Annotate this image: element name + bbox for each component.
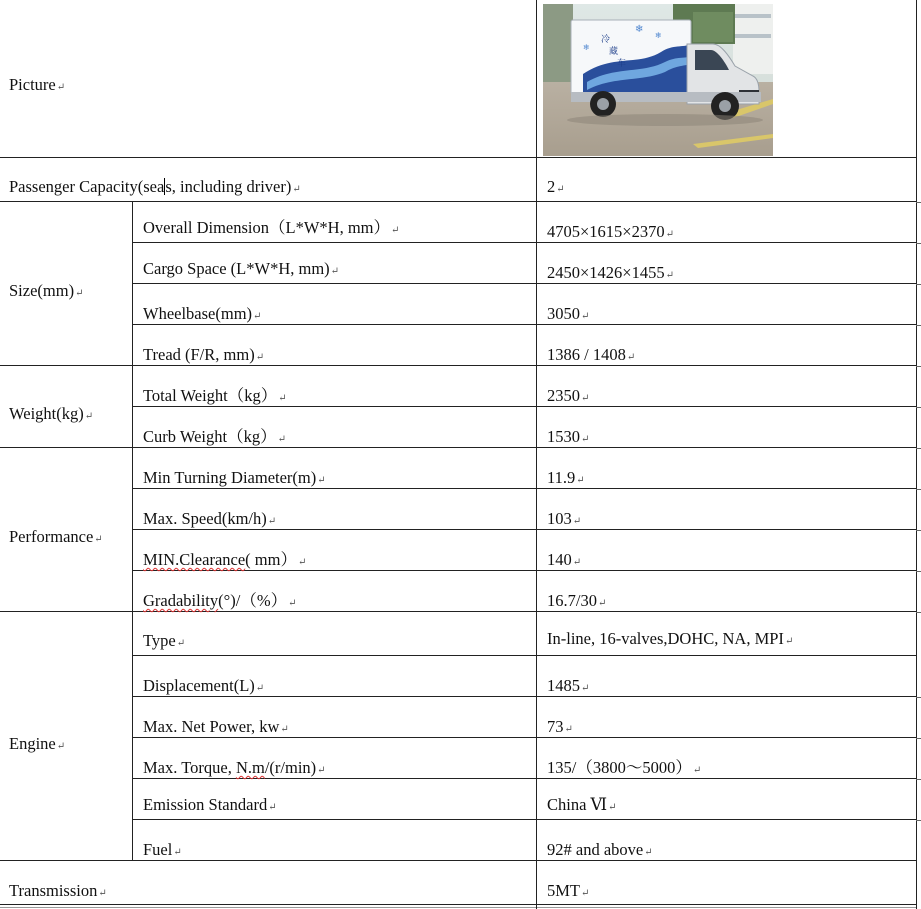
- svg-text:❄: ❄: [583, 43, 590, 52]
- spec-label: Total Weight（kg）↵: [143, 386, 287, 405]
- group-label-weight: Weight(kg)↵: [9, 404, 94, 423]
- spec-label: Type↵: [143, 631, 186, 650]
- column-divider: [132, 365, 133, 447]
- spec-label: Max. Torque, N.m/(r/min)↵: [143, 758, 326, 777]
- spec-label: Wheelbase(mm)↵: [143, 304, 262, 323]
- row-divider: [132, 242, 916, 243]
- group-label-size: Size(mm)↵: [9, 281, 84, 300]
- group-label-engine: Engine↵: [9, 734, 66, 753]
- vehicle-photo: [543, 4, 773, 156]
- spec-value: 135/（3800～5000）↵: [547, 758, 702, 777]
- spec-value: 140↵: [547, 550, 582, 569]
- row-divider: [132, 819, 916, 820]
- edge-tick: [916, 612, 921, 613]
- edge-tick: [916, 325, 921, 326]
- spec-value: 103↵: [547, 509, 582, 528]
- edge-tick: [916, 697, 921, 698]
- passenger-capacity-label: Passenger Capacity(seas, including driver)↵: [9, 177, 301, 196]
- spec-value: 16.7/30↵: [547, 591, 607, 610]
- svg-text:❄: ❄: [655, 31, 662, 40]
- decal-char: 冷: [601, 35, 611, 45]
- spec-value: 11.9↵: [547, 468, 585, 487]
- spec-label: Curb Weight（kg）↵: [143, 427, 286, 446]
- edge-tick: [916, 448, 921, 449]
- edge-tick: [916, 779, 921, 780]
- edge-tick: [916, 738, 921, 739]
- row-divider: [0, 201, 916, 202]
- spec-label: Overall Dimension（L*W*H, mm）↵: [143, 218, 400, 237]
- decal-char: 藏: [609, 47, 619, 57]
- spec-label: Fuel↵: [143, 840, 182, 859]
- transmission-label: Transmission↵: [9, 881, 107, 900]
- transmission-value: 5MT↵: [547, 881, 590, 900]
- passenger-capacity-value: 2↵: [547, 177, 565, 196]
- edge-tick: [916, 284, 921, 285]
- row-divider: [0, 365, 916, 366]
- edge-tick: [916, 571, 921, 572]
- row-divider: [132, 283, 916, 284]
- spec-value: 2350↵: [547, 386, 590, 405]
- spec-value: 4705×1615×2370↵: [547, 222, 675, 241]
- row-divider: [0, 907, 916, 908]
- row-divider: [0, 611, 916, 612]
- spec-label: Min Turning Diameter(m)↵: [143, 468, 326, 487]
- edge-tick: [916, 489, 921, 490]
- edge-tick: [916, 202, 921, 203]
- spec-label: Gradability(°)/（%）↵: [143, 591, 297, 610]
- picture-label: Picture↵: [9, 75, 66, 94]
- spec-value: 2450×1426×1455↵: [547, 263, 675, 282]
- column-divider: [536, 0, 537, 909]
- row-divider: [0, 904, 916, 905]
- row-divider: [0, 860, 916, 861]
- spec-value: In-line, 16-valves,DOHC, NA, MPI↵: [547, 629, 794, 648]
- row-divider: [0, 157, 916, 158]
- spec-label: Displacement(L)↵: [143, 676, 265, 695]
- spec-value: 92# and above↵: [547, 840, 653, 859]
- spec-label: Cargo Space (L*W*H, mm)↵: [143, 259, 340, 278]
- column-divider: [916, 0, 917, 909]
- spec-label: Emission Standard↵: [143, 795, 277, 814]
- decal-char: 车: [617, 59, 627, 69]
- spec-value: 1386 / 1408↵: [547, 345, 636, 364]
- edge-tick: [916, 820, 921, 821]
- column-divider: [132, 611, 133, 860]
- edge-tick: [916, 366, 921, 367]
- edge-tick: [916, 407, 921, 408]
- edge-tick: [916, 243, 921, 244]
- spec-label: Tread (F/R, mm)↵: [143, 345, 265, 364]
- column-divider: [132, 201, 133, 365]
- group-label-performance: Performance↵: [9, 527, 103, 546]
- spec-label: Max. Net Power, kw↵: [143, 717, 289, 736]
- spec-value: 1485↵: [547, 676, 590, 695]
- spec-label: Max. Speed(km/h)↵: [143, 509, 277, 528]
- row-divider: [132, 655, 916, 656]
- spec-label: MIN.Clearance( mm）↵: [143, 550, 307, 569]
- edge-tick: [916, 530, 921, 531]
- spec-value: 73↵: [547, 717, 573, 736]
- row-divider: [0, 447, 916, 448]
- spec-value: China Ⅵ↵: [547, 795, 617, 814]
- spec-value: 3050↵: [547, 304, 590, 323]
- spec-value: 1530↵: [547, 427, 590, 446]
- column-divider: [132, 447, 133, 611]
- svg-text:❄: ❄: [635, 24, 644, 35]
